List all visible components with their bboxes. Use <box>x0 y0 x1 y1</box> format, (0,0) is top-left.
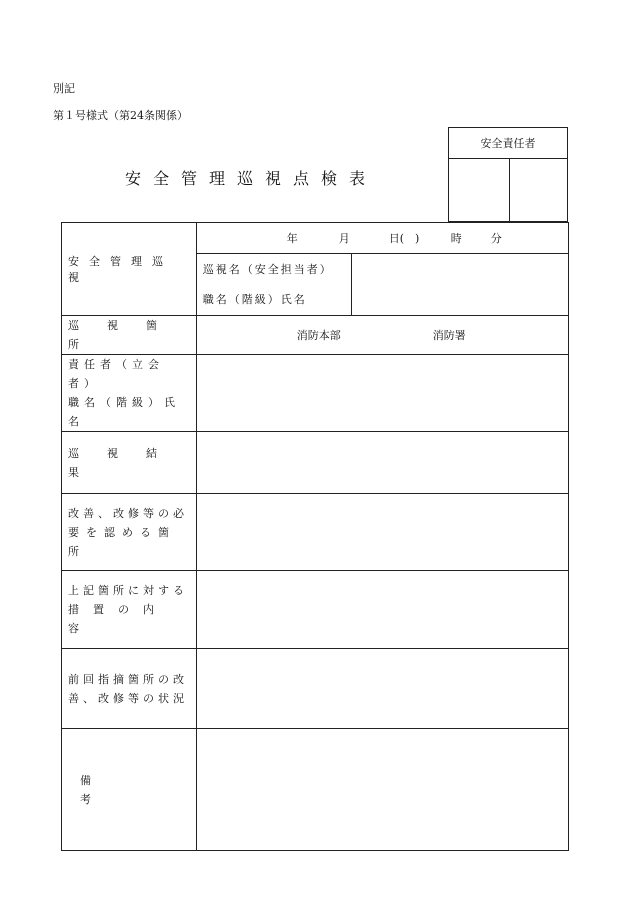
measure-input-cell[interactable] <box>196 571 568 649</box>
improve-input-cell[interactable] <box>196 494 568 571</box>
page-title: 安全管理巡視点検表 <box>125 169 378 188</box>
sign-box-divider <box>509 158 510 221</box>
previous-label-2: 善、改修等の状況 <box>68 691 188 705</box>
result-label-cell <box>62 432 197 494</box>
measure-label-1: 上記箇所に対する <box>68 584 188 597</box>
responsible-label-cell <box>62 355 197 432</box>
annex-label: 別記 <box>53 82 75 95</box>
month-label: 月 <box>338 232 350 245</box>
station-label: 消防署 <box>432 329 466 342</box>
improve-label-cell <box>62 494 197 571</box>
day-label: 日( ) <box>388 232 420 245</box>
patroller-label-cell <box>196 254 352 285</box>
location-label-cell <box>62 316 197 355</box>
improve-label-2: 要を認める箇所 <box>68 525 176 558</box>
responsible-label-2: 職名（階級）氏名 <box>68 396 180 428</box>
location-cell[interactable] <box>196 316 568 355</box>
hq-label: 消防本部 <box>296 329 341 342</box>
position-label-cell <box>196 285 352 316</box>
safety-manager-label: 安全責任者 <box>449 128 567 159</box>
previous-label-1: 前回指摘箇所の改 <box>68 672 188 686</box>
improve-label-1: 改善、改修等の必 <box>68 506 188 520</box>
previous-label-cell <box>62 649 197 729</box>
date-cell[interactable] <box>196 223 568 254</box>
patrol-label-cell <box>62 223 197 316</box>
result-input-cell[interactable] <box>196 432 568 494</box>
form-number: 第１号様式（第24条関係） <box>53 109 188 122</box>
year-label: 年 <box>286 232 298 245</box>
remarks-input-cell[interactable] <box>196 729 568 851</box>
minute-label: 分 <box>490 232 502 245</box>
hour-label: 時 <box>450 232 462 245</box>
remarks-label: 備考 <box>80 773 171 806</box>
responsible-input-cell[interactable] <box>196 355 568 432</box>
measure-label-2: 措置の内容 <box>68 603 168 635</box>
location-label: 巡視箇所 <box>68 319 185 351</box>
patroller-label: 巡視名（安全担当者） <box>202 262 333 276</box>
previous-input-cell[interactable] <box>196 649 568 729</box>
inspection-form-table <box>61 222 569 851</box>
patroller-input-cell[interactable] <box>352 254 569 316</box>
remarks-label-cell <box>62 729 197 851</box>
measure-label-cell <box>62 571 197 649</box>
responsible-label-1: 責任者（立会者） <box>68 358 164 390</box>
position-label: 職名（階級）氏名 <box>202 293 307 307</box>
patrol-label: 安全管理巡視 <box>68 255 173 284</box>
safety-manager-sign-box <box>448 127 568 222</box>
result-label: 巡視結果 <box>68 446 185 479</box>
